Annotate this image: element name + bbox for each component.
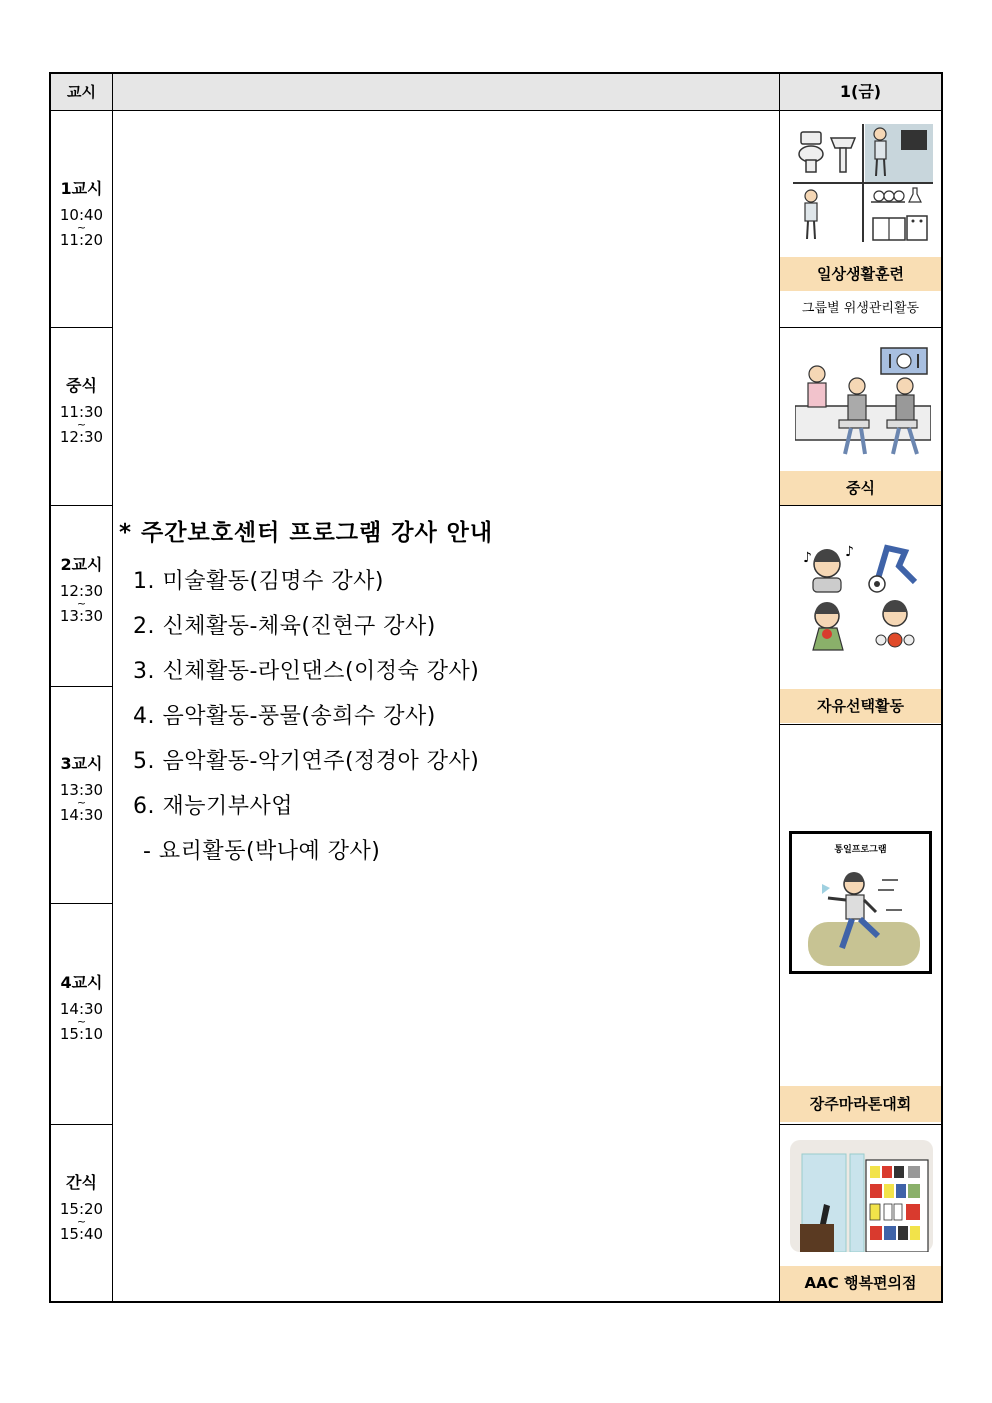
notice-item: 1. 미술활동(김명수 강사) bbox=[133, 569, 384, 594]
divider bbox=[780, 724, 941, 725]
period-end: 12:30 bbox=[59, 428, 104, 446]
svg-text:♪: ♪ bbox=[803, 550, 812, 566]
period-end: 11:20 bbox=[59, 231, 104, 249]
period-sep: ~ bbox=[76, 597, 87, 610]
activity-label: 일상생활훈련 bbox=[780, 257, 941, 291]
period-name: 1교시 bbox=[60, 179, 103, 198]
convenience-store-icon bbox=[790, 1140, 933, 1252]
notice-item: 2. 신체활동-체육(진현구 강사) bbox=[133, 614, 436, 639]
period-cell bbox=[51, 373, 112, 446]
period-name: 중식 bbox=[66, 376, 97, 395]
period-cell bbox=[51, 552, 112, 625]
notice-item: 4. 음악활동-풍물(송희수 강사) bbox=[133, 704, 436, 729]
svg-text:♪: ♪ bbox=[845, 544, 854, 560]
period-sep: ~ bbox=[76, 1215, 87, 1228]
period-name: 2교시 bbox=[60, 555, 103, 574]
divider bbox=[780, 1124, 941, 1125]
period-start: 15:20 bbox=[59, 1200, 104, 1218]
header-day-label: 1(금) bbox=[839, 82, 882, 101]
activity-label: 중식 bbox=[780, 471, 941, 505]
divider bbox=[51, 686, 112, 687]
period-cell bbox=[51, 751, 112, 824]
divider bbox=[51, 505, 112, 506]
instructor-notice bbox=[119, 514, 493, 874]
period-start: 13:30 bbox=[59, 781, 104, 799]
notice-sub-item: - 요리활동(박나예 강사) bbox=[143, 839, 381, 864]
lunch-icon bbox=[795, 346, 931, 458]
period-cell bbox=[51, 1170, 112, 1243]
header-period-label: 교시 bbox=[67, 83, 96, 101]
period-sep: ~ bbox=[76, 221, 87, 234]
marathon-poster bbox=[789, 831, 932, 974]
marathon-icon bbox=[802, 862, 920, 968]
activity-label: AAC 행복편의점 bbox=[780, 1266, 941, 1301]
divider bbox=[51, 110, 941, 111]
activity-caption: 그룹별 위생관리활동 bbox=[801, 301, 920, 316]
activity-label: 자유선택활동 bbox=[780, 689, 941, 723]
period-name: 간식 bbox=[66, 1173, 97, 1192]
notice-item: 3. 신체활동-라인댄스(이정숙 강사) bbox=[133, 659, 480, 684]
period-sep: ~ bbox=[76, 418, 87, 431]
period-start: 14:30 bbox=[59, 1000, 104, 1018]
divider bbox=[51, 1124, 112, 1125]
daily-living-icon bbox=[793, 124, 933, 244]
period-start: 10:40 bbox=[59, 206, 104, 224]
period-start: 12:30 bbox=[59, 582, 104, 600]
period-end: 13:30 bbox=[59, 607, 104, 625]
poster-title: 통일프로그램 bbox=[834, 845, 887, 855]
period-end: 14:30 bbox=[59, 806, 104, 824]
free-choice-icon bbox=[799, 542, 927, 654]
divider bbox=[112, 74, 113, 1301]
period-name: 3교시 bbox=[60, 754, 103, 773]
period-cell bbox=[51, 176, 112, 249]
divider bbox=[51, 903, 112, 904]
period-start: 11:30 bbox=[59, 403, 104, 421]
period-cell bbox=[51, 970, 112, 1043]
period-sep: ~ bbox=[76, 796, 87, 809]
divider bbox=[51, 327, 112, 328]
divider bbox=[780, 327, 941, 328]
period-end: 15:40 bbox=[59, 1225, 104, 1243]
notice-item: 6. 재능기부사업 bbox=[133, 794, 293, 819]
notice-item: 5. 음악활동-악기연주(정경아 강사) bbox=[133, 749, 480, 774]
header-blank-cell bbox=[113, 74, 779, 110]
period-name: 4교시 bbox=[60, 973, 103, 992]
period-end: 15:10 bbox=[59, 1025, 104, 1043]
notice-title: * 주간보호센터 프로그램 강사 안내 bbox=[119, 520, 494, 546]
period-sep: ~ bbox=[76, 1015, 87, 1028]
schedule-table bbox=[49, 72, 943, 1303]
divider bbox=[780, 505, 941, 506]
activity-label: 장주마라톤대회 bbox=[780, 1086, 941, 1122]
